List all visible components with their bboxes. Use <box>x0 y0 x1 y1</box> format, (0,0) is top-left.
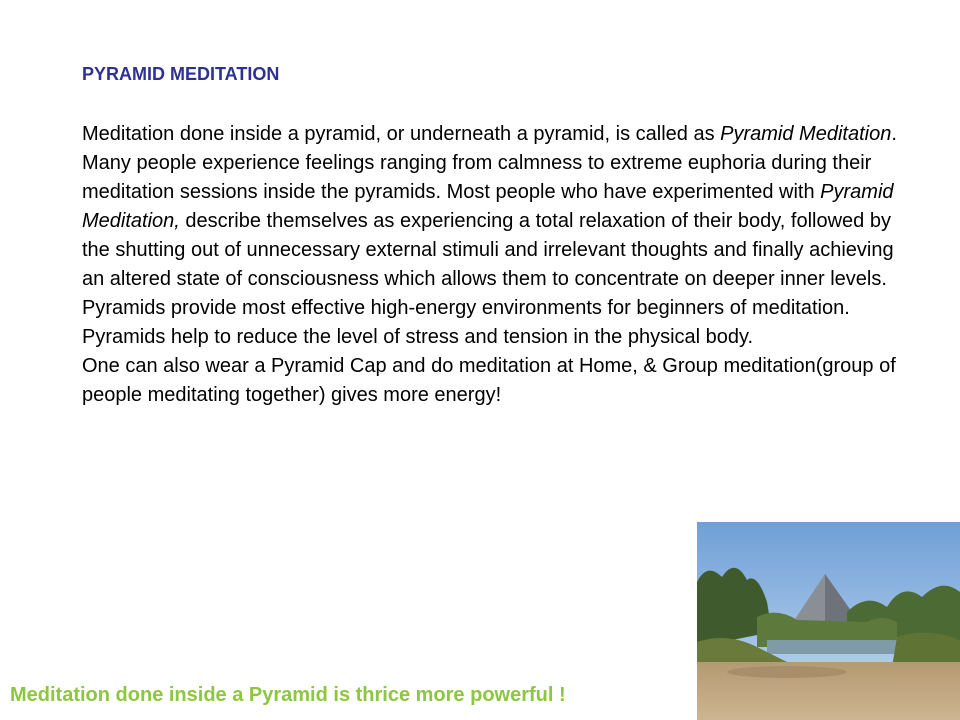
paragraph-pyramid-cap: One can also wear a Pyramid Cap and do meditation at Home, & Group meditation(group of people meditating together) gives more energy! <box>82 355 896 406</box>
paragraph1-part2: . Many people experience feelings ranging from calmness to extreme euphoria during their meditation sessions inside the pyramids. Most people who have experimented with <box>82 123 897 203</box>
pyramid-landscape-image <box>697 522 960 720</box>
slide-title: PYRAMID MEDITATION <box>82 64 280 84</box>
paragraph1-part3: describe themselves as experiencing a total relaxation of their body, followed by the shutting out of unnecessary external stimuli and irrelevant thoughts and finally achieving an altered state of consciousness which allows them to concentrate on deeper inner levels. <box>82 210 894 290</box>
pyramid-photo <box>697 522 960 720</box>
paragraph1-italic-term-2: Pyramid Meditation, <box>82 181 894 232</box>
body-text <box>82 120 912 410</box>
paragraph1-part1: Meditation done inside a pyramid, or underneath a pyramid, is called as <box>82 123 721 145</box>
paragraph-environments: Pyramids provide most effective high-energy environments for beginners of meditation. Pyramids help to reduce the level of stress and tension in the physical body. <box>82 297 850 348</box>
paragraph-pyramid-meditation <box>82 120 912 294</box>
bottom-caption: Meditation done inside a Pyramid is thrice more powerful ! <box>10 684 566 706</box>
paragraph1-italic-term-1: Pyramid Meditation <box>720 123 892 145</box>
